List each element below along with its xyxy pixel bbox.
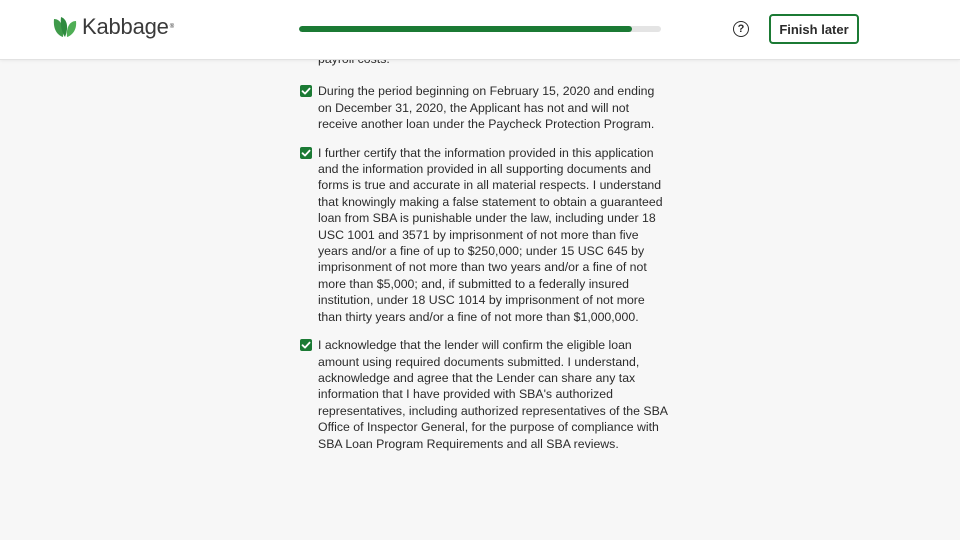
logo-wordmark: Kabbage <box>82 14 169 39</box>
certification-checkbox[interactable] <box>300 147 312 159</box>
checkmark-icon <box>300 339 312 351</box>
certification-checkbox[interactable] <box>300 339 312 351</box>
certification-checkbox[interactable] <box>300 85 312 97</box>
leaf-logo-icon <box>52 15 78 39</box>
progress-bar-fill <box>299 26 632 32</box>
top-header <box>0 0 960 60</box>
certification-text: I acknowledge that the lender will confirm the eligible loan amount using required documents submitted. I understand, acknowledge and agree that the Lender can share any tax information that I have provided with SBA's authorized representatives, including authorized representatives of the SBA Office of Inspector General, for the purpose of compliance with SBA Loan Program Requirements and all SBA reviews. <box>318 338 668 451</box>
checkmark-icon <box>300 147 312 159</box>
help-icon[interactable]: ? <box>733 21 749 37</box>
certification-item <box>300 83 670 132</box>
kabbage-logo[interactable] <box>52 14 174 40</box>
certification-text: During the period beginning on February 15, 2020 and ending on December 31, 2020, the Applicant has not and will not receive another loan under the Paycheck Protection Program. <box>318 84 655 132</box>
trademark-mark: ® <box>169 24 175 30</box>
progress-bar <box>299 26 661 32</box>
finish-later-button[interactable]: Finish later <box>769 14 859 44</box>
certification-item <box>300 145 670 325</box>
checkmark-icon <box>300 85 312 97</box>
certification-text: I further certify that the information provided in this application and the information provided in all supporting documents and forms is true and accurate in all material respects. I understand that knowingly making a false statement to obtain a guaranteed loan from SBA is punishable under the law, including under 18 USC 1001 and 3571 by imprisonment of not more than five years and/or a fine of up to $250,000; under 15 USC 645 by imprisonment of not more than two years and/or a fine of not more than $5,000; and, if submitted to a federally insured institution, under 18 USC 1014 by imprisonment of not more than thirty years and/or a fine of not more than $1,000,000. <box>318 145 663 324</box>
certification-list <box>300 51 670 452</box>
certification-item <box>300 337 670 452</box>
